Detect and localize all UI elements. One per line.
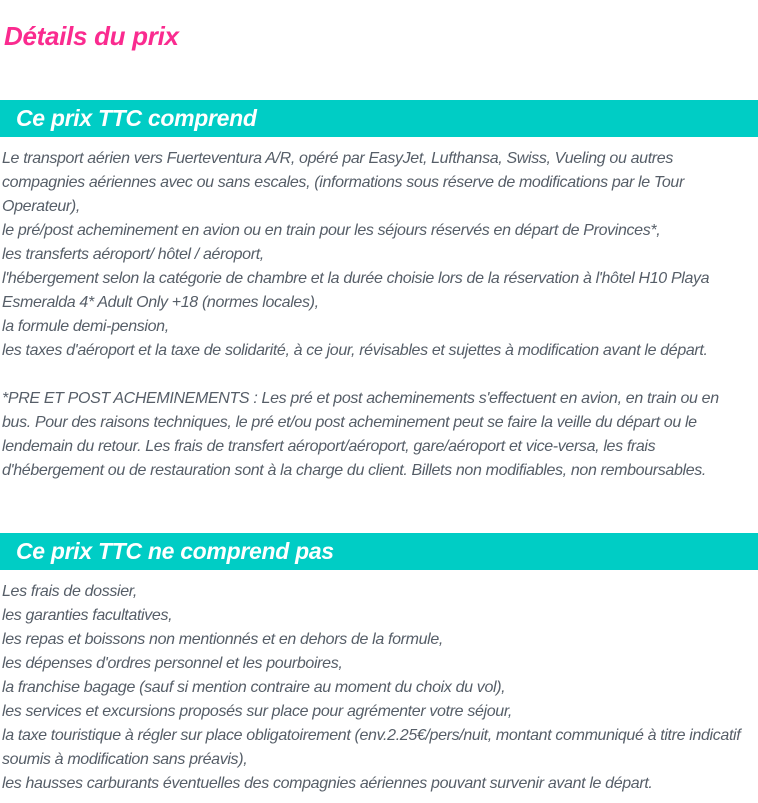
list-item: la franchise bagage (sauf si mention contraire au moment du choix du vol), (2, 679, 506, 696)
list-item: les services et excursions proposés sur place pour agrémenter votre séjour, (2, 703, 513, 720)
list-item: l'hébergement selon la catégorie de chambre et la durée choisie lors de la réservation à l'hôtel H10 Playa Esmeralda 4* Adult Only +18 (normes locales), (2, 270, 710, 311)
excludes-heading: Ce prix TTC ne comprend pas (16, 538, 334, 564)
section-price-excludes (0, 533, 758, 796)
list-item: Le transport aérien vers Fuerteventura A/R, opéré par EasyJet, Lufthansa, Swiss, Vueling ou autres compagnies aériennes avec ou sans escales, (informations sous réserve de modifications par le Tour Operateur), (2, 150, 684, 215)
page-title: Détails du prix (4, 21, 179, 51)
includes-heading: Ce prix TTC comprend (16, 105, 257, 131)
list-item: les repas et boissons non mentionnés et en dehors de la formule, (2, 631, 443, 648)
list-item: le pré/post acheminement en avion ou en train pour les séjours réservés en départ de Provinces*, (2, 222, 661, 239)
list-item: la taxe touristique à régler sur place obligatoirement (env.2.25€/pers/nuit, montant communiqué à titre indicatif soumis à modification sans préavis), (2, 727, 741, 768)
list-item: les garanties facultatives, (2, 607, 173, 624)
list-item: les taxes d'aéroport et la taxe de solidarité, à ce jour, révisables et sujettes à modification avant le départ. (2, 342, 708, 359)
list-item: Les frais de dossier, (2, 583, 137, 600)
excludes-heading-banner (0, 533, 758, 570)
list-item: les dépenses d'ordres personnel et les pourboires, (2, 655, 343, 672)
includes-list (0, 147, 756, 363)
list-item: les transferts aéroport/ hôtel / aéroport, (2, 246, 264, 263)
list-item: les hausses carburants éventuelles des compagnies aériennes pouvant survenir avant le départ. (2, 775, 653, 792)
excludes-list (0, 580, 756, 796)
price-details-page (0, 20, 758, 803)
includes-heading-banner (0, 100, 758, 137)
pre-post-acheminements-note: *PRE ET POST ACHEMINEMENTS : Les pré et post acheminements s'effectuent en avion, en train ou en bus. Pour des raisons techniques, le pré et/ou post acheminement peut se faire la veille du départ ou le lendemain du retour. Les frais de transfert aéroport/aéroport, gare/aéroport et vice-versa, les frais d'hébergement ou de restauration sont à la charge du client. Billets non modifiables, non remboursables. (2, 390, 719, 479)
list-item: la formule demi-pension, (2, 318, 169, 335)
section-price-includes (0, 100, 758, 483)
